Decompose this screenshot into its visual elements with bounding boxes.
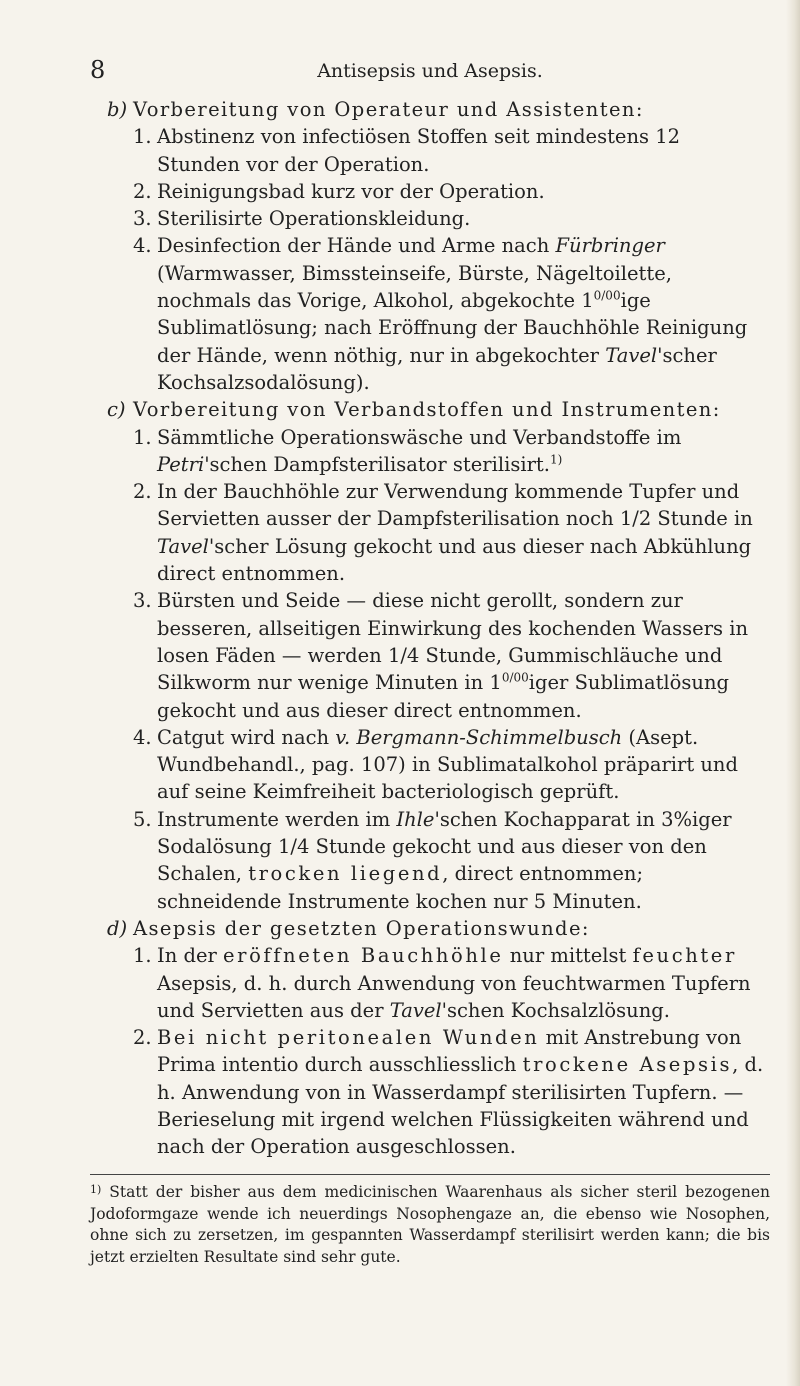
item-text: Abstinenz von infectiösen Stoffen seit mindestens 12 Stunden vor der Operation. [157, 125, 681, 176]
spaced-emphasis: trockene Asepsis [522, 1053, 733, 1077]
item-text: Asepsis, d. h. durch Anwendung von feuchtwarmen Tupfern und Servietten aus der [157, 971, 751, 1022]
item-text: 'scher Kochsalzsodalösung). [157, 343, 717, 394]
item-text: (Asept. Wundbehandl., pag. 107) in Sublimatalkohol präparirt und auf seine Keimfreiheit bacteriologisch geprüft. [157, 725, 738, 804]
list-item [133, 1024, 768, 1160]
item-text: 'scher Lösung gekocht und aus dieser nach Abkühlung direct entnommen. [157, 534, 752, 586]
page-edge-shadow [786, 0, 800, 1386]
item-text: 'schen Dampfsterilisator sterilisirt. [204, 452, 550, 476]
item-number: 1. [133, 425, 152, 449]
list-item [133, 587, 768, 723]
list-item [133, 942, 768, 1024]
list-item [133, 806, 768, 915]
spaced-emphasis: trocken liegend [248, 862, 443, 886]
item-text: Catgut wird nach [157, 725, 336, 749]
item-text: Stunde in [651, 507, 753, 531]
running-title: Antisepsis und Asepsis. [317, 60, 543, 82]
item-text: nur mittelst [503, 944, 633, 968]
item-list [133, 123, 768, 396]
item-number: 3. [133, 207, 152, 231]
item-number: 3. [133, 589, 152, 613]
permille-sign: 0/00 [501, 670, 529, 685]
list-item [133, 232, 768, 396]
item-text: In der Bauchhöhle zur Verwendung kommende Tupfer und Servietten ausser der Dampfsterilisation noch [157, 480, 740, 531]
item-list [133, 424, 768, 915]
item-text: 'schen Kochsalzlösung. [441, 998, 670, 1022]
list-item [133, 205, 768, 232]
list-item [133, 178, 768, 205]
item-text: Sämmtliche Operationswäsche und Verbandstoffe im [157, 425, 682, 449]
item-number: 1. [133, 944, 152, 968]
item-number: 5. [133, 807, 152, 831]
section-c [108, 396, 768, 915]
page-header [90, 56, 770, 86]
permille-sign: 0/00 [593, 288, 621, 303]
item-text: iger Sublimatlösung gekocht und aus dieser direct entnommen. [157, 671, 729, 722]
item-number: 4. [133, 234, 152, 258]
item-text: (Warmwasser, Bimssteinseife, Bürste, Nägeltoilette, nochmals das Vorige, Alkohol, abgekochte 1 [157, 261, 672, 313]
author-name: Ihle [396, 807, 435, 831]
item-text: Stunde, Gummischläuche und Silkworm nur wenige Minuten in 1 [157, 643, 723, 695]
item-text: In der [157, 944, 224, 968]
author-name: Tavel [157, 534, 209, 558]
item-text: Bürsten und Seide — diese nicht gerollt, sondern zur besseren, allseitigen Einwirkung des kochenden Wassers in losen Fäden — werden [157, 589, 749, 667]
fraction: 1/4 [278, 835, 310, 859]
section-title: Vorbereitung von Verbandstoffen und Instrumenten: [133, 398, 721, 422]
author-name: Fürbringer [555, 234, 665, 258]
item-text: 'schen Kochapparat in 3%iger Sodalösung [157, 807, 732, 859]
section-d [108, 915, 768, 1161]
section-label: c) [107, 398, 126, 422]
spaced-emphasis: feuchter [632, 944, 737, 968]
footnote-mark: 1) [90, 1183, 102, 1196]
item-text: ige Sublimatlösung; nach Eröffnung der Bauchhöhle Reinigung der Hände, wenn nöthig, nur in abgekochter [157, 289, 748, 367]
section-label: d) [107, 916, 128, 940]
author-name: v. Bergmann-Schimmelbusch [335, 725, 623, 749]
section-title: Vorbereitung von Operateur und Assistenten: [133, 98, 644, 121]
item-number: 2. [133, 1026, 152, 1050]
item-text: mit Anstrebung von Prima intentio durch ausschliesslich [157, 1026, 742, 1077]
item-number: 1. [133, 125, 152, 149]
item-list [133, 942, 768, 1160]
page-body [108, 96, 768, 1161]
author-name: Tavel [605, 343, 658, 367]
item-text: Stunde gekocht und aus dieser von den Schalen, [157, 835, 707, 886]
list-item [133, 478, 768, 587]
author-name: Petri [157, 452, 205, 476]
list-item [133, 424, 768, 479]
fraction: 1/4 [387, 643, 420, 667]
item-number: 2. [133, 179, 152, 203]
section-title: Asepsis der gesetzten Operationswunde: [133, 916, 590, 940]
item-number: 2. [133, 480, 152, 504]
spaced-emphasis: Bei nicht peritonealen Wunden [157, 1026, 540, 1050]
author-name: Tavel [389, 998, 442, 1022]
item-text: , direct entnommen; schneidende Instrumente kochen nur 5 Minuten. [157, 862, 644, 913]
list-item [133, 123, 768, 178]
list-item [133, 724, 768, 806]
footnote-ref: 1) [549, 452, 563, 467]
item-text: , d. h. Anwendung von in Wasserdampf sterilisirten Tupfern. — Berieselung mit irgend welchen Flüssigkeiten während und nach der Operation ausgeschlossen. [157, 1053, 764, 1159]
footnote-text: Statt der bisher aus dem medicinischen Waarenhaus als sicher steril bezogenen Jodoformgaze wende ich neuerdings Nosophengaze an, die ebenso wie Nosophen, ohne sich zu zersetzen, im gespannten Wasserdampf sterilisirt werden kann; die bis jetzt erzielten Resultate sind sehr gute. [90, 1183, 770, 1266]
item-text: Sterilisirte Operationskleidung. [157, 207, 471, 231]
section-label: b) [107, 98, 128, 121]
item-text: Reinigungsbad kurz vor der Operation. [157, 179, 545, 203]
item-text: Desinfection der Hände und Arme nach [157, 234, 556, 258]
footnote [90, 1174, 770, 1268]
fraction: 1/2 [619, 507, 652, 531]
item-number: 4. [133, 725, 152, 749]
section-b [108, 96, 768, 396]
page-number: 8 [90, 56, 106, 84]
spaced-emphasis: eröffneten Bauchhöhle [223, 944, 504, 968]
item-text: Instrumente werden im [157, 807, 397, 831]
